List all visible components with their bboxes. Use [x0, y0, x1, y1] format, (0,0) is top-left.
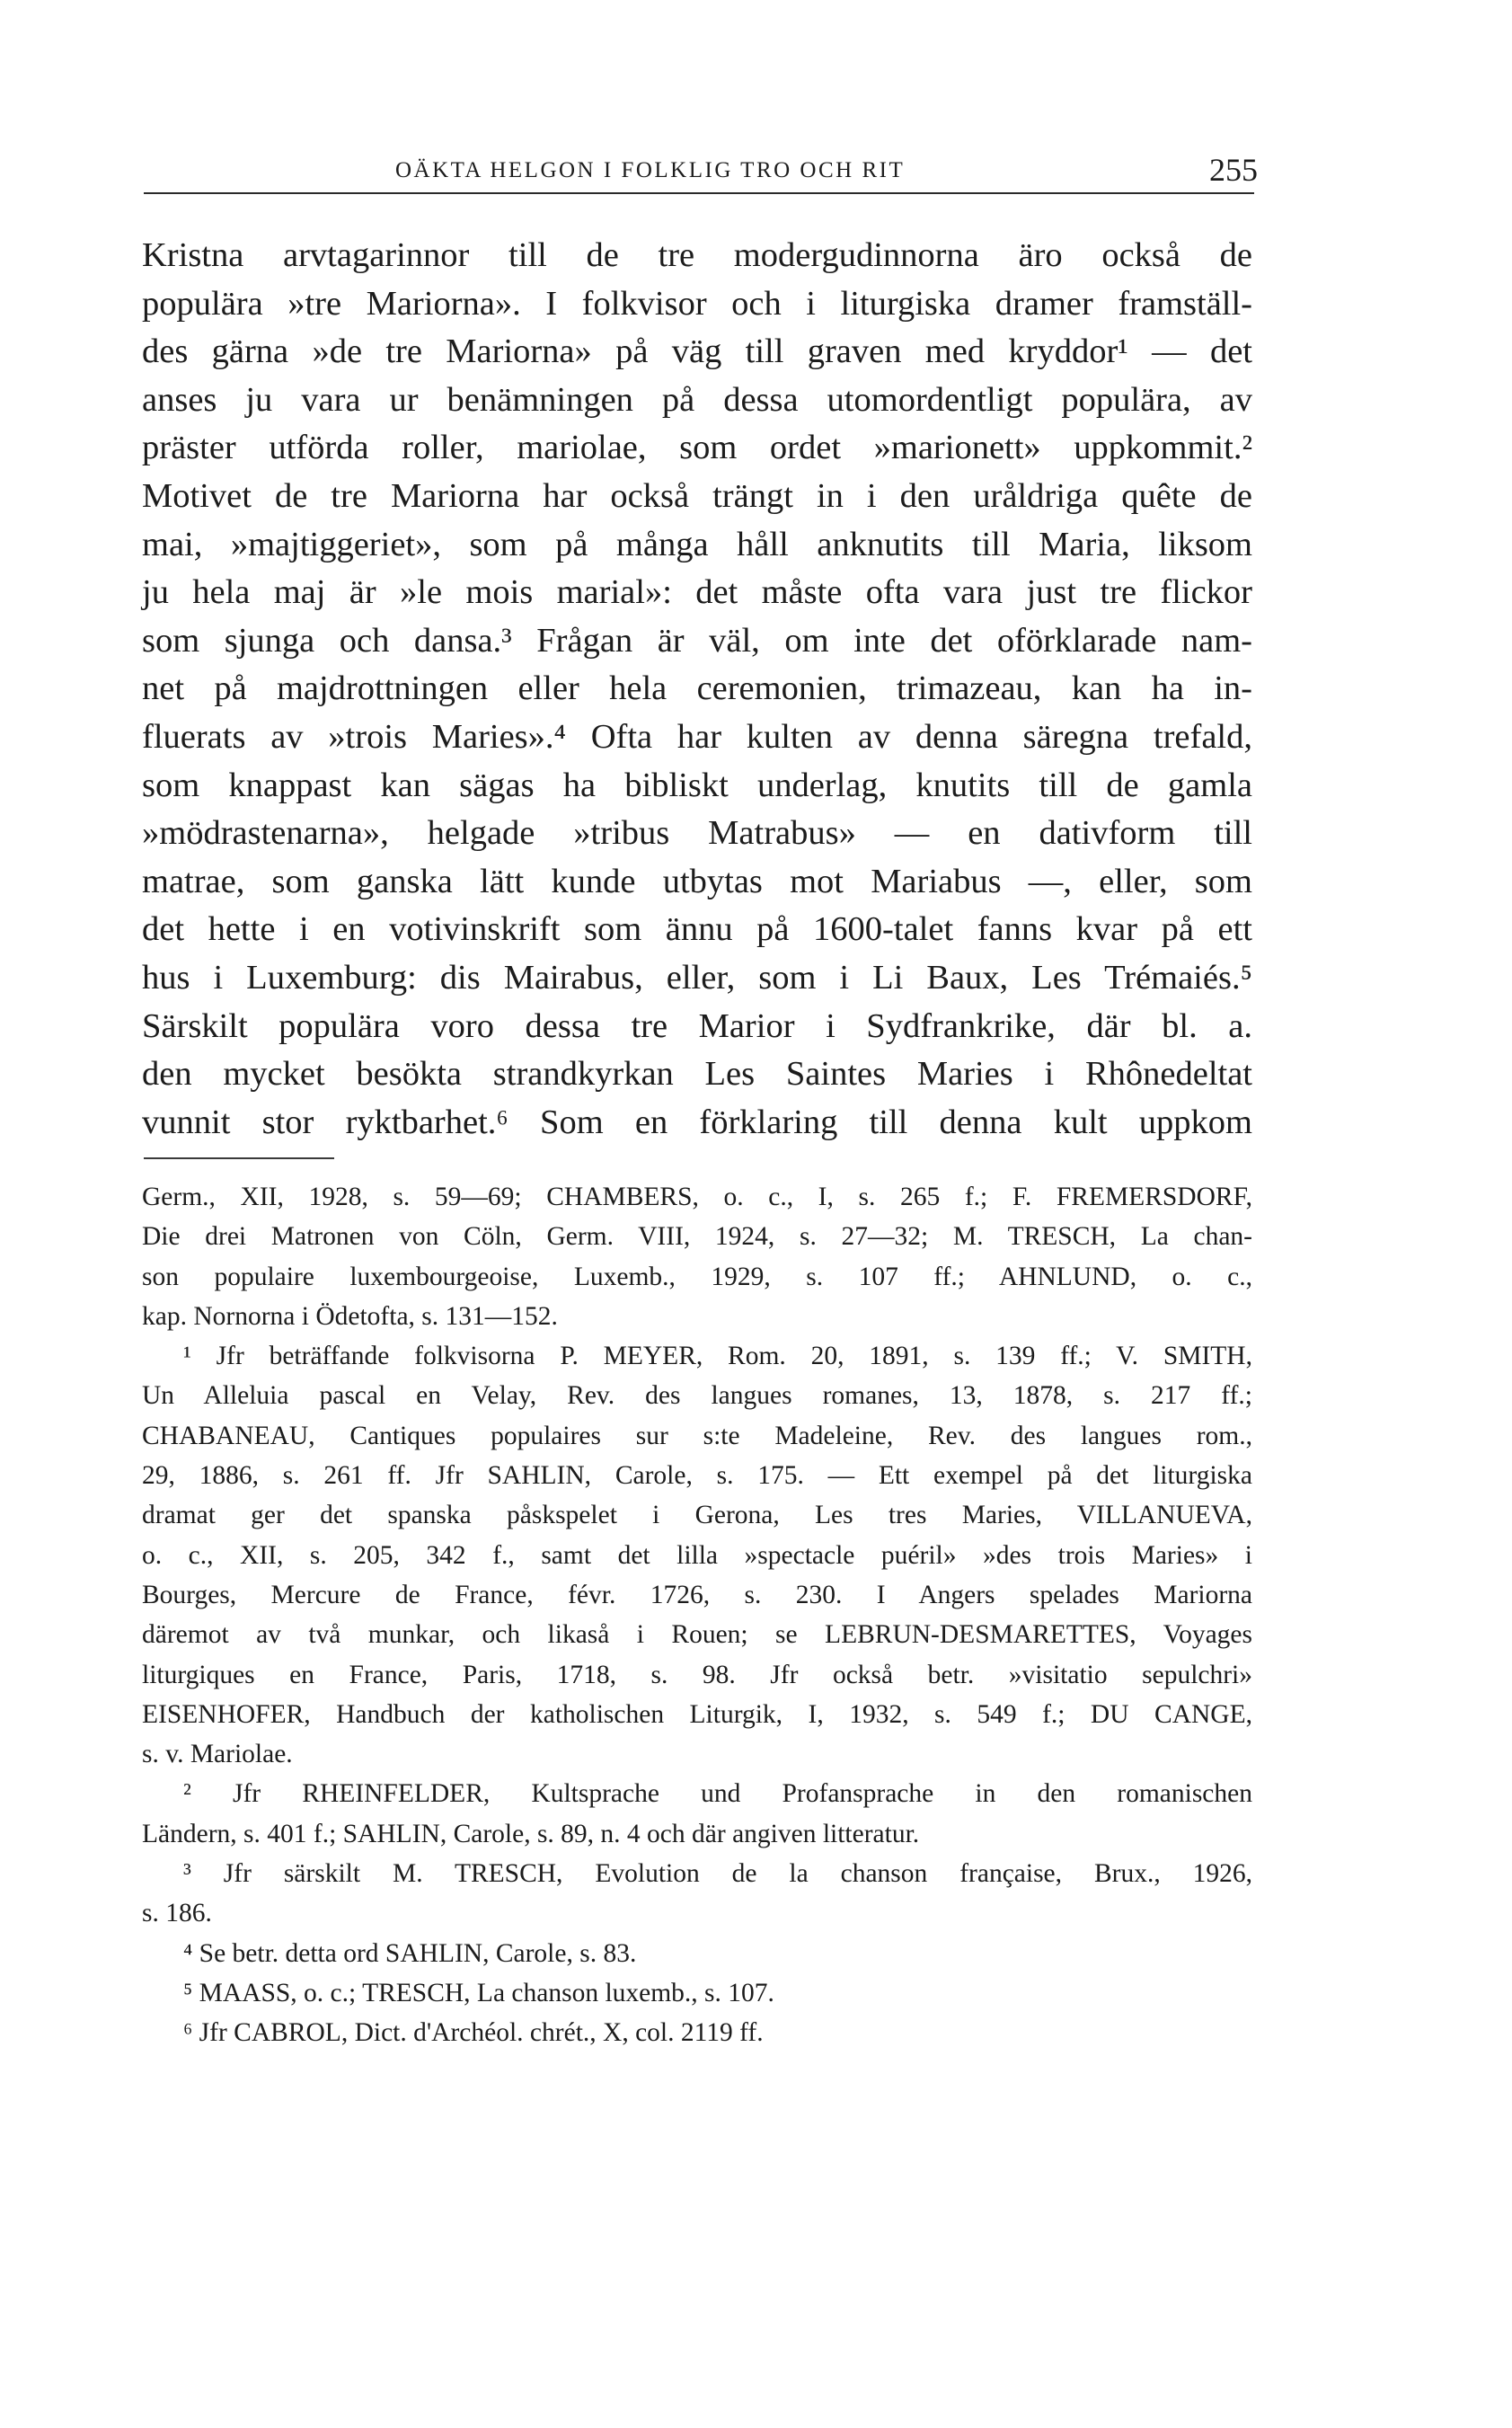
header-rule [144, 192, 1254, 194]
footnotes [142, 1177, 1252, 2053]
footnote-line: o. c., XII, s. 205, 342 f., samt det lilla »spectacle puéril» »des trois Maries» i [142, 1540, 1252, 1570]
footnote-line: 29, 1886, s. 261 ff. Jfr SAHLIN, Carole, s. 175. — Ett exempel på det liturgiska [142, 1461, 1252, 1491]
footnote-6: ⁶ Jfr CABROL, Dict. d'Archéol. chrét., X, col. 2119 ff. [183, 2018, 764, 2048]
footnote-line: kap. Nornorna i Ödetofta, s. 131—152. [142, 1301, 558, 1331]
footnote-rule [144, 1157, 334, 1159]
body-line: populära »tre Mariorna». I folkvisor och i liturgiska dramer framställ- [142, 284, 1252, 323]
footnote-line: CHABANEAU, Cantiques populaires sur s:te Madeleine, Rev. des langues rom., [142, 1421, 1252, 1450]
body-line: som knappast kan sägas ha bibliskt underlag, knutits till de gamla [142, 766, 1252, 804]
footnote-line: Die drei Matronen von Cöln, Germ. VIII, 1924, s. 27—32; M. TRESCH, La chan- [142, 1222, 1252, 1252]
body-line: det hette i en votivinskrift som ännu på 1600-talet fanns kvar på ett [142, 910, 1252, 949]
body-line: net på majdrottningen eller hela ceremonien, trimazeau, kan ha in- [142, 669, 1252, 708]
body-line: som sjunga och dansa.³ Frågan är väl, om inte det oförklarade nam- [142, 621, 1252, 660]
body-text [142, 232, 1252, 1147]
body-line: hus i Luxemburg: dis Mairabus, eller, som i Li Baux, Les Trémaiés.⁵ [142, 958, 1252, 997]
running-header [144, 151, 1258, 191]
footnote-2: ² Jfr RHEINFELDER, Kultsprache und Profansprache in den romanischen [183, 1779, 1252, 1809]
body-line: fluerats av »trois Maries».⁴ Ofta har kulten av denna säregna trefald, [142, 717, 1252, 756]
body-line: ju hela maj är »le mois marial»: det måste ofta vara just tre flickor [142, 573, 1252, 612]
body-line: »mödrastenarna», helgade »tribus Matrabus» — en dativform till [142, 814, 1252, 853]
footnote-1: ¹ Jfr beträffande folkvisorna P. MEYER, Rom. 20, 1891, s. 139 ff.; V. SMITH, [183, 1342, 1252, 1371]
page-number: 255 [1209, 152, 1258, 188]
body-line: mai, »majtiggeriet», som på många håll anknutits till Maria, liksom [142, 525, 1252, 563]
footnote-line: Germ., XII, 1928, s. 59—69; CHAMBERS, o. c., I, s. 265 f.; F. FREMERSDORF, [142, 1183, 1252, 1211]
footnote-5: ⁵ MAASS, o. c.; TRESCH, La chanson luxemb., s. 107. [183, 1978, 774, 2007]
footnote-line: s. v. Mariolae. [142, 1740, 293, 1769]
footnote-line: son populaire luxembourgeoise, Luxemb., 1929, s. 107 ff.; AHNLUND, o. c., [142, 1262, 1252, 1291]
body-line: Motivet de tre Mariorna har också trängt in i den uråldriga quête de [142, 476, 1252, 515]
running-title: OÄKTA HELGON I FOLKLIG TRO OCH RIT [395, 158, 906, 182]
body-line: Kristna arvtagarinnor till de tre modergudinnorna äro också de [142, 236, 1252, 274]
body-line: präster utförda roller, mariolae, som ordet »marionett» uppkommit.² [142, 429, 1252, 467]
footnote-line: liturgiques en France, Paris, 1718, s. 98. Jfr också betr. »visitatio sepulchri» [142, 1660, 1252, 1689]
body-line: matrae, som ganska lätt kunde utbytas mot Mariabus —, eller, som [142, 862, 1252, 900]
footnote-line: Bourges, Mercure de France, févr. 1726, s. 230. I Angers spelades Mariorna [142, 1580, 1252, 1609]
body-line: anses ju vara ur benämningen på dessa utomordentligt populära, av [142, 380, 1252, 419]
body-line: vunnit stor ryktbarhet.⁶ Som en förklaring till denna kult uppkom [142, 1103, 1252, 1141]
footnote-4: ⁴ Se betr. detta ord SAHLIN, Carole, s. 83. [183, 1938, 637, 1968]
body-line: den mycket besökta strandkyrkan Les Saintes Maries i Rhônedeltat [142, 1055, 1252, 1094]
body-line: des gärna »de tre Mariorna» på väg till graven med kryddor¹ — det [142, 332, 1252, 371]
footnote-line: däremot av två munkar, och likaså i Rouen; se LEBRUN-DESMARETTES, Voyages [142, 1620, 1252, 1650]
footnote-line: s. 186. [142, 1899, 212, 1928]
footnote-line: dramat ger det spanska påskspelet i Gerona, Les tres Maries, VILLANUEVA, [142, 1501, 1252, 1530]
footnote-line: EISENHOFER, Handbuch der katholischen Liturgik, I, 1932, s. 549 f.; DU CANGE, [142, 1699, 1252, 1729]
footnote-line: Ländern, s. 401 f.; SAHLIN, Carole, s. 89, n. 4 och där angiven litteratur. [142, 1819, 920, 1848]
footnote-line: Un Alleluia pascal en Velay, Rev. des langues romanes, 13, 1878, s. 217 ff.; [142, 1381, 1252, 1411]
body-line: Särskilt populära voro dessa tre Marior i Sydfrankrike, där bl. a. [142, 1006, 1252, 1045]
footnote-3: ³ Jfr särskilt M. TRESCH, Evolution de la chanson française, Brux., 1926, [183, 1859, 1252, 1889]
